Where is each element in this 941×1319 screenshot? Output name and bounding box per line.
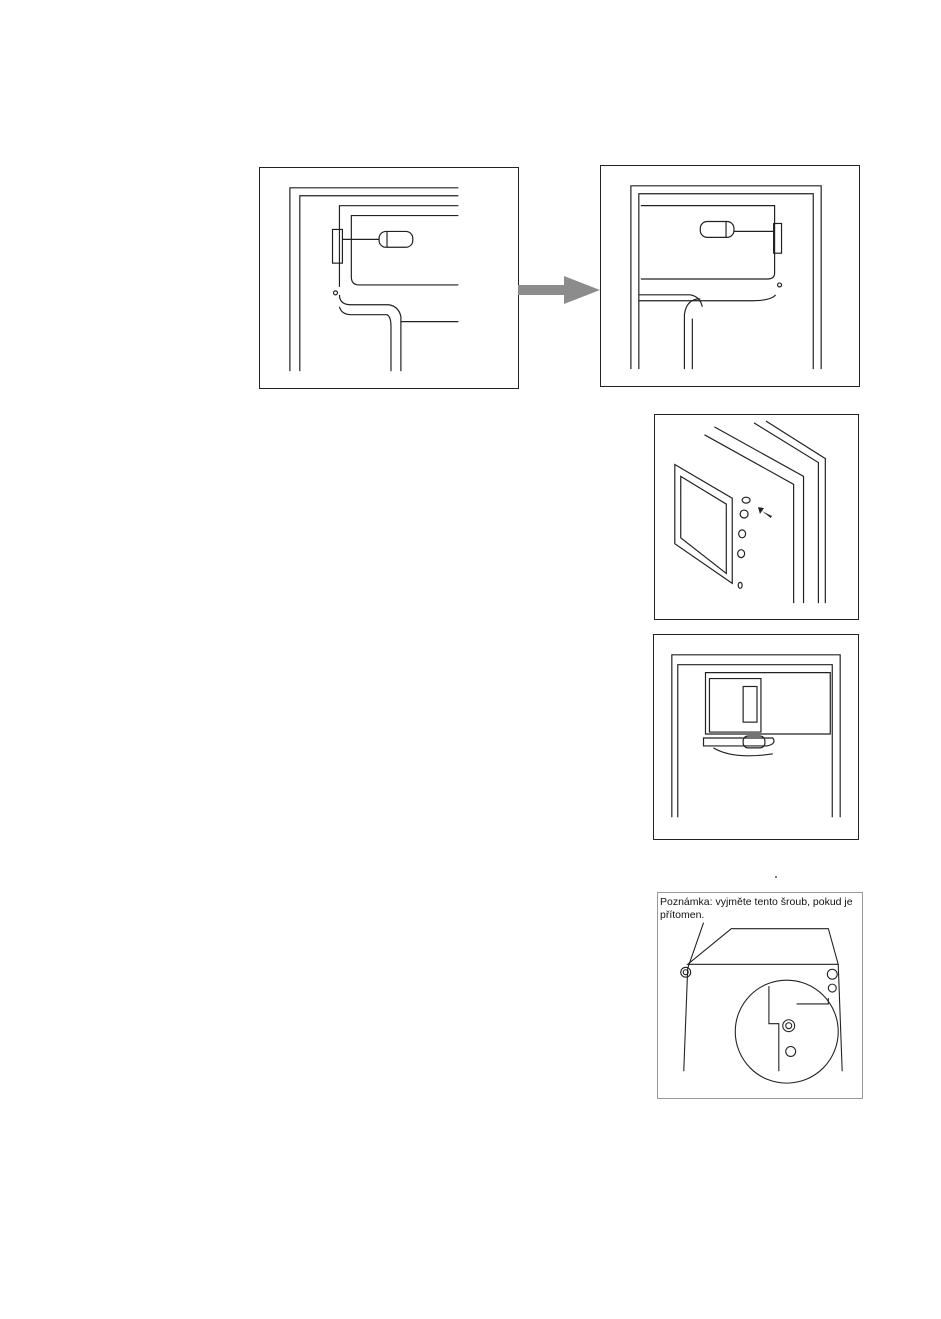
figure-freezer-compartment xyxy=(653,634,859,840)
freezer-compartment-illustration xyxy=(654,635,858,839)
figure-top-hinge-note xyxy=(657,892,863,1099)
arrow-right-icon xyxy=(518,276,600,304)
note-remove-screw: Poznámka: vyjměte tento šroub, pokud je přítomen. xyxy=(660,896,853,921)
top-hinge-screw-illustration xyxy=(658,893,862,1098)
screwdriver-right-hinge-illustration xyxy=(601,166,859,386)
screwdriver-left-hinge-illustration xyxy=(260,168,518,388)
figure-door-hinge-holes xyxy=(654,414,859,620)
figure-freezer-door-after xyxy=(600,165,860,387)
stray-mark xyxy=(775,876,777,878)
door-hinge-holes-illustration xyxy=(655,415,858,619)
figure-freezer-door-before xyxy=(259,167,519,389)
